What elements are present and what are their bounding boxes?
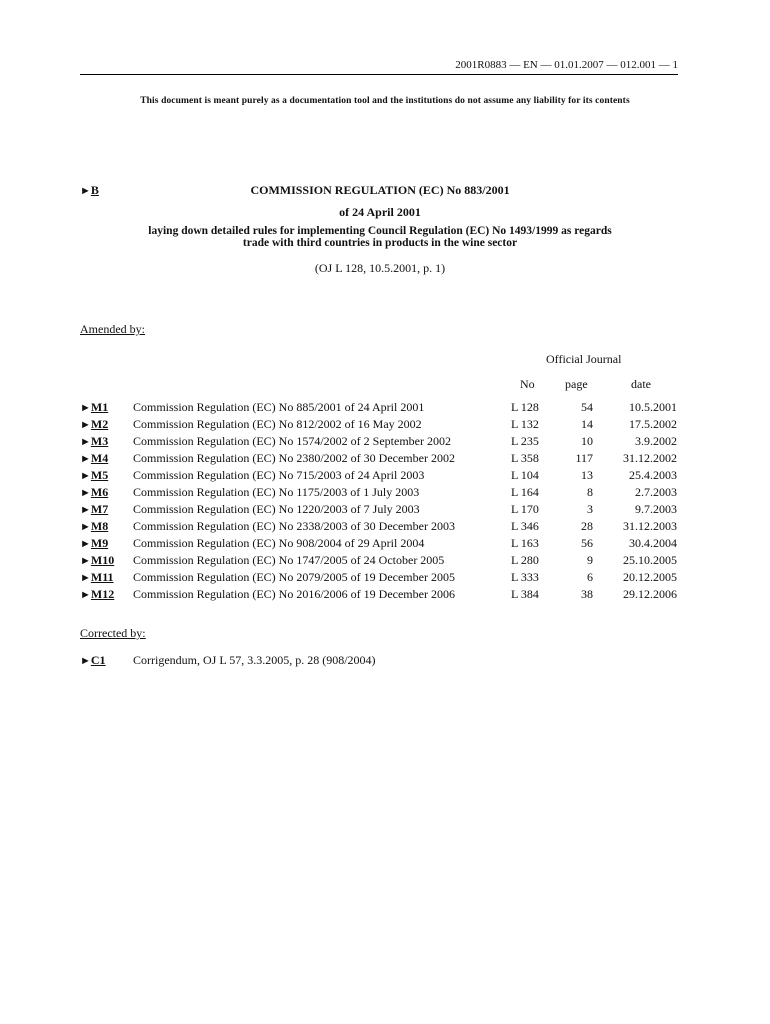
- amendment-marker[interactable]: [80, 451, 108, 466]
- amendment-code[interactable]: M10: [90, 553, 115, 567]
- table-row: [0, 570, 770, 587]
- triangle-marker-icon: ►: [80, 185, 91, 197]
- amendment-code[interactable]: M5: [90, 468, 109, 482]
- amendment-description: Commission Regulation (EC) No 2380/2002 of 30 December 2002: [133, 451, 455, 465]
- amendment-description: Commission Regulation (EC) No 1574/2002 of 2 September 2002: [133, 434, 451, 448]
- amendment-code[interactable]: M2: [90, 417, 109, 431]
- regulation-subject-line: trade with third countries in products in the wine sector: [242, 237, 518, 249]
- oj-number: L 333: [511, 570, 539, 584]
- triangle-marker-icon: ►: [80, 487, 91, 499]
- amendment-code[interactable]: M8: [90, 519, 109, 533]
- official-journal-heading: Official Journal: [546, 352, 622, 366]
- amendment-marker[interactable]: [80, 587, 114, 602]
- amendment-description: Commission Regulation (EC) No 812/2002 of 16 May 2002: [133, 417, 422, 431]
- oj-number: L 384: [511, 587, 539, 601]
- oj-date: 31.12.2003: [623, 519, 677, 533]
- disclaimer: This document is meant purely as a documentation tool and the institutions do not assume any liability for its contents: [140, 96, 630, 106]
- table-row: [0, 400, 770, 417]
- oj-page: 10: [581, 434, 593, 448]
- table-row: [0, 536, 770, 553]
- amendment-code[interactable]: M1: [90, 400, 109, 414]
- triangle-marker-icon: ►: [80, 572, 91, 584]
- oj-number: L 104: [511, 468, 539, 482]
- regulation-subject: [110, 225, 650, 249]
- amendment-code[interactable]: M3: [90, 434, 109, 448]
- table-row: [0, 417, 770, 434]
- oj-number: L 163: [511, 536, 539, 550]
- oj-number: L 128: [511, 400, 539, 414]
- triangle-marker-icon: ►: [80, 453, 91, 465]
- amendment-description: Commission Regulation (EC) No 1747/2005 of 24 October 2005: [133, 553, 445, 567]
- amendment-code[interactable]: M9: [90, 536, 109, 550]
- amendment-description: Commission Regulation (EC) No 885/2001 of 24 April 2001: [133, 400, 425, 414]
- corrigendum-code[interactable]: C1: [90, 653, 106, 667]
- oj-date: 17.5.2002: [629, 417, 677, 431]
- corrigendum-description: Corrigendum, OJ L 57, 3.3.2005, p. 28 (908/2004): [133, 653, 376, 667]
- amendment-marker[interactable]: [80, 417, 108, 432]
- amendment-description: Commission Regulation (EC) No 715/2003 of 24 April 2003: [133, 468, 425, 482]
- oj-page: 13: [581, 468, 593, 482]
- column-header-page: page: [565, 377, 588, 391]
- amendment-marker[interactable]: [80, 400, 108, 415]
- oj-date: 30.4.2004: [629, 536, 677, 550]
- table-row: [0, 451, 770, 468]
- oj-number: L 132: [511, 417, 539, 431]
- amendment-marker[interactable]: [80, 519, 108, 534]
- amendment-marker[interactable]: [80, 553, 114, 568]
- amendment-description: Commission Regulation (EC) No 908/2004 of 29 April 2004: [133, 536, 425, 550]
- base-act-marker[interactable]: [80, 183, 99, 198]
- table-row: [0, 587, 770, 604]
- oj-page: 8: [587, 485, 593, 499]
- regulation-title: COMMISSION REGULATION (EC) No 883/2001: [250, 183, 510, 197]
- regulation-oj-reference: (OJ L 128, 10.5.2001, p. 1): [314, 261, 446, 275]
- oj-page: 54: [581, 400, 593, 414]
- triangle-marker-icon: ►: [80, 655, 91, 667]
- oj-number: L 170: [511, 502, 539, 516]
- oj-date: 10.5.2001: [629, 400, 677, 414]
- column-header-date: date: [631, 377, 651, 391]
- base-act-code[interactable]: B: [90, 183, 99, 197]
- oj-date: 25.10.2005: [623, 553, 677, 567]
- table-row: [0, 434, 770, 451]
- oj-date: 2.7.2003: [635, 485, 677, 499]
- table-row: [0, 519, 770, 536]
- triangle-marker-icon: ►: [80, 521, 91, 533]
- amendment-code[interactable]: M7: [90, 502, 109, 516]
- oj-page: 56: [581, 536, 593, 550]
- corrigendum-marker[interactable]: [80, 653, 106, 668]
- oj-page: 28: [581, 519, 593, 533]
- oj-number: L 280: [511, 553, 539, 567]
- amendment-marker[interactable]: [80, 485, 108, 500]
- amendment-code[interactable]: M6: [90, 485, 109, 499]
- amendment-marker[interactable]: [80, 502, 108, 517]
- amendment-description: Commission Regulation (EC) No 2079/2005 of 19 December 2005: [133, 570, 455, 584]
- oj-date: 31.12.2002: [623, 451, 677, 465]
- oj-page: 3: [587, 502, 593, 516]
- amendment-code[interactable]: M12: [90, 587, 115, 601]
- regulation-date: of 24 April 2001: [339, 205, 421, 219]
- triangle-marker-icon: ►: [80, 504, 91, 516]
- regulation-subject-line: laying down detailed rules for implementing Council Regulation (EC) No 1493/1999 as regards: [148, 225, 612, 237]
- corrected-by-label: Corrected by:: [80, 626, 146, 640]
- amendment-description: Commission Regulation (EC) No 2338/2003 of 30 December 2003: [133, 519, 455, 533]
- amendment-marker[interactable]: [80, 536, 108, 551]
- oj-number: L 358: [511, 451, 539, 465]
- amendment-description: Commission Regulation (EC) No 2016/2006 of 19 December 2006: [133, 587, 455, 601]
- triangle-marker-icon: ►: [80, 470, 91, 482]
- oj-page: 14: [581, 417, 593, 431]
- oj-page: 38: [581, 587, 593, 601]
- amendment-code[interactable]: M4: [90, 451, 109, 465]
- oj-date: 9.7.2003: [635, 502, 677, 516]
- column-header-no: No: [520, 377, 535, 391]
- oj-page: 9: [587, 553, 593, 567]
- table-row: [0, 502, 770, 519]
- amendment-marker[interactable]: [80, 434, 108, 449]
- amendment-marker[interactable]: [80, 570, 114, 585]
- triangle-marker-icon: ►: [80, 555, 91, 567]
- table-row: [0, 468, 770, 485]
- amendment-code[interactable]: M11: [90, 570, 114, 584]
- triangle-marker-icon: ►: [80, 436, 91, 448]
- amendment-description: Commission Regulation (EC) No 1220/2003 of 7 July 2003: [133, 502, 420, 516]
- oj-number: L 346: [511, 519, 539, 533]
- oj-date: 3.9.2002: [635, 434, 677, 448]
- table-row: [0, 485, 770, 502]
- amended-by-label: Amended by:: [80, 322, 145, 336]
- page-header: [80, 59, 678, 75]
- triangle-marker-icon: ►: [80, 402, 91, 414]
- oj-date: 25.4.2003: [629, 468, 677, 482]
- triangle-marker-icon: ►: [80, 419, 91, 431]
- oj-date: 20.12.2005: [623, 570, 677, 584]
- oj-date: 29.12.2006: [623, 587, 677, 601]
- amendment-marker[interactable]: [80, 468, 108, 483]
- document-reference: 2001R0883 — EN — 01.01.2007 — 012.001 — 1: [455, 59, 678, 71]
- oj-page: 6: [587, 570, 593, 584]
- triangle-marker-icon: ►: [80, 538, 91, 550]
- triangle-marker-icon: ►: [80, 589, 91, 601]
- oj-page: 117: [575, 451, 593, 465]
- oj-number: L 235: [511, 434, 539, 448]
- oj-number: L 164: [511, 485, 539, 499]
- table-row: [0, 553, 770, 570]
- amendment-description: Commission Regulation (EC) No 1175/2003 of 1 July 2003: [133, 485, 420, 499]
